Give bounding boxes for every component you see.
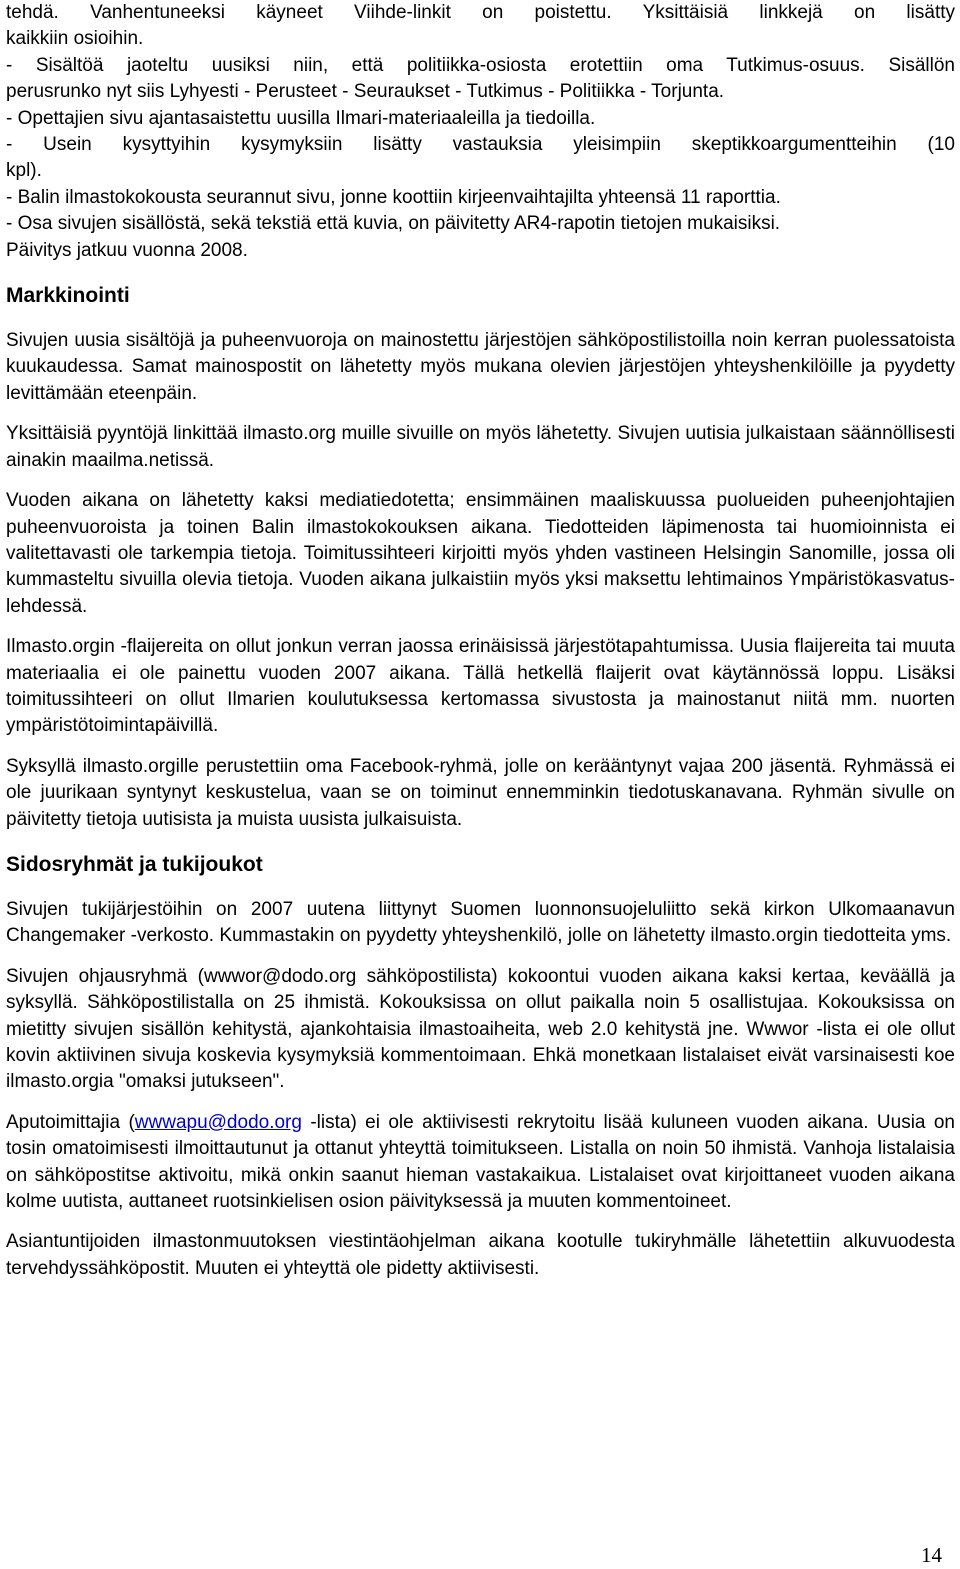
changelog-line: kaikkiin osioihin. — [6, 28, 144, 50]
page-content — [6, 0, 955, 1282]
paragraph: Yksittäisiä pyyntöjä linkittää ilmasto.org muille sivuille on myös lähetetty. Sivujen uutisia julkaistaan säännöllisesti ainakin maailma.netissä. — [6, 423, 955, 471]
changelog-line: perusrunko nyt siis Lyhyesti - Perusteet - Seuraukset - Tutkimus - Politiikka - Torjunta. — [6, 81, 725, 103]
paragraph: Sivujen tukijärjestöihin on 2007 uutena liittynyt Suomen luonnonsuojeluliitto sekä kirkon Ulkomaanavun Changemaker -verkosto. Kummastakin on pyydetty yhteyshenkilö, jolle on lähetetty ilmasto.orgin tiedotteita yms. — [6, 898, 955, 947]
changelog-line: - Usein kysyttyihin kysymyksiin lisätty vastauksia yleisimpiin skeptikkoargumentteihin (10 — [6, 134, 955, 156]
paragraph — [6, 1110, 955, 1216]
paragraph: Asiantuntijoiden ilmastonmuutoksen viestintäohjelman aikana kootulle tukiryhmälle lähetettiin alkuvuodesta tervehdyssähköpostit. Muuten ei yhteyttä ole pidetty aktiivisesti. — [6, 1231, 955, 1279]
paragraph: Vuoden aikana on lähetetty kaksi mediatiedotetta; ensimmäinen maaliskuussa puolueiden puheenjohtajien puheenvuoroista ja toinen Balin ilmastokokouksen aikana. Tiedotteiden läpimenosta tai huomioinnista ei valitettavasti ole tarkempia tietoja. Toimitussihteeri kirjoitti myös yhden vastineen Helsingin Sanomille, jossa oli kummasteltu sivuilla olevia tietoja. Vuoden aikana julkaistiin myös yksi maksettu lehtimainos Ympäristökasvatus-lehdessä. — [6, 490, 955, 617]
changelog-line: tehdä. Vanhentuneeksi käyneet Viihde-linkit on poistettu. Yksittäisiä linkkejä on lisätty — [6, 2, 955, 23]
changelog-list — [6, 0, 955, 264]
changelog-line: - Sisältöä jaoteltu uusiksi niin, että politiikka-osiosta erotettiin oma Tutkimus-osuus. Sisällön — [6, 54, 955, 76]
changelog-line: - Opettajien sivu ajantasaistettu uusilla Ilmari-materiaaleilla ja tiedoilla. — [6, 107, 596, 129]
changelog-line: kpl). — [6, 160, 42, 182]
changelog-line: - Balin ilmastokokousta seurannut sivu, jonne koottiin kirjeenvaihtajilta yhteensä 11 raporttia. — [6, 186, 781, 208]
paragraph: Syksyllä ilmasto.orgille perustettiin oma Facebook-ryhmä, jolle on kerääntynyt vajaa 200 jäsentä. Ryhmässä ei ole juurikaan syntynyt keskustelua, vaan se on toiminut ennemminkin tiedotuskanavana. Ryhmän sivulle on päivitetty tietoja uutisista ja muista uusista julkaisuista. — [6, 755, 955, 830]
changelog-line: - Osa sivujen sisällöstä, sekä tekstiä että kuvia, on päivitetty AR4-rapotin tietojen mukaisiksi. — [6, 213, 781, 235]
changelog-line: Päivitys jatkuu vuonna 2008. — [6, 239, 248, 261]
paragraph-text: -lista) ei ole aktiivisesti rekrytoitu lisää kuluneen vuoden aikana. Uusia on tosin omatoimisesti ilmoittautunut ja ottanut yhteyttä toimitukseen. Listalla on noin 50 ihmistä. Vanhoja listalaisia on sähköpostitse aktivoitu, mikä onkin saanut hieman vastakaikua. Listalaiset ovat kirjoittaneet vuoden aikana kolme uutista, auttaneet ruotsinkielisen osion päivityksessä ja muuten kommentoineet. — [6, 1111, 956, 1213]
paragraph-text: Aputoimittajia ( — [6, 1111, 135, 1133]
section-heading-markkinointi: Markkinointi — [6, 284, 130, 308]
paragraph: Ilmasto.orgin -flaijereita on ollut jonkun verran jaossa erinäisissä järjestötapahtumissa. Uusia flaijereita tai muuta materiaalia ei ole painettu vuoden 2007 aikana. Tällä hetkellä flaijerit ovat käytännössä loppu. Lisäksi toimitussihteeri on ollut Ilmarien koulutuksessa kertomassa sivustosta ja mainostanut niitä mm. nuorten ympäristötoimintapäivillä. — [6, 636, 955, 737]
page-number: 14 — [921, 1543, 942, 1567]
email-link[interactable]: wwwapu@dodo.org — [134, 1111, 302, 1133]
paragraph: Sivujen ohjausryhmä (wwwor@dodo.org sähköpostilista) kokoontui vuoden aikana kaksi kertaa, keväällä ja syksyllä. Sähköpostilistalla on 25 ihmistä. Kokouksissa on ollut paikalla noin 5 osallistujaa. Kokouksissa on mietitty sivujen sisällön kehitystä, ajankohtaisia ilmastoaiheita, web 2.0 kehitystä jne. Wwwor -lista ei ole ollut kovin aktiivinen sivuja koskevia kysymyksiä kommentoimaan. Ehkä monetkaan listalaiset eivät varsinaisesti koe ilmasto.orgia "omaksi jutukseen". — [6, 965, 955, 1093]
section-heading-sidosryhmat: Sidosryhmät ja tukijoukot — [6, 852, 263, 876]
paragraph: Sivujen uusia sisältöjä ja puheenvuoroja on mainostettu järjestöjen sähköpostilistoilla noin kerran puolessatoista kuukaudessa. Samat mainospostit on lähetetty myös mukana olevien järjestöjen yhteyshenkilöille ja pyydetty levittämään eteenpäin. — [6, 330, 955, 404]
